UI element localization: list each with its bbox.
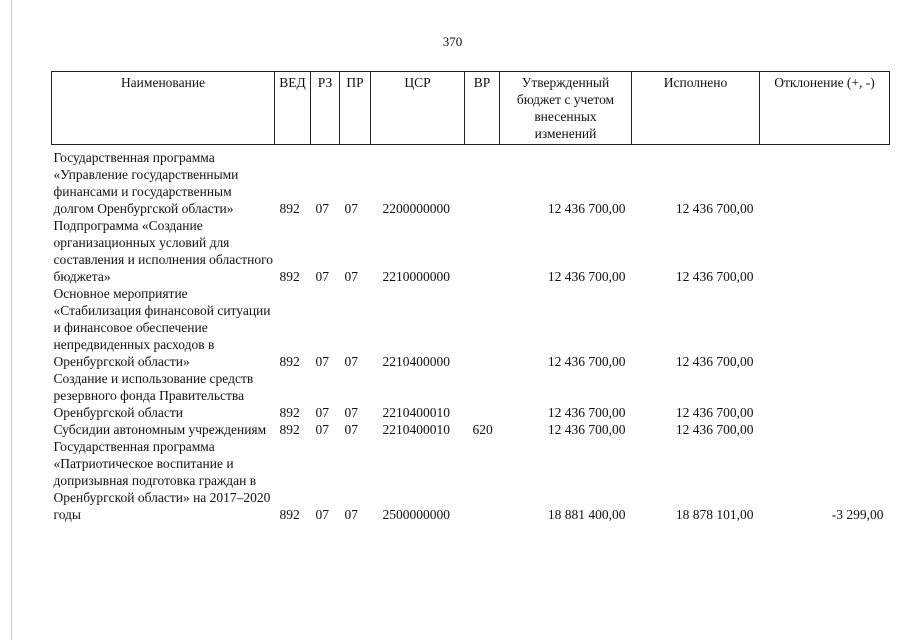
row-vr: [465, 149, 500, 217]
row-name: Субсидии автономным учреждениям: [53, 422, 267, 437]
row-approved: 12 436 700,00: [547, 354, 626, 369]
row-deviation: -3 299,00: [831, 507, 884, 522]
row-deviation: [760, 217, 890, 285]
row-csr: 2210400010: [382, 405, 450, 420]
row-ved: 892: [279, 201, 300, 216]
row-pr: 07: [344, 201, 358, 216]
row-csr: 2210000000: [382, 269, 450, 284]
row-csr: 2200000000: [382, 201, 450, 216]
row-executed: 12 436 700,00: [675, 201, 754, 216]
header-executed: Исполнено: [632, 72, 760, 145]
row-rz: 07: [315, 201, 329, 216]
page-number: 370: [442, 34, 463, 49]
header-deviation: Отклонение (+, -): [760, 72, 890, 145]
header-csr: ЦСР: [371, 72, 465, 145]
row-rz: 07: [315, 354, 329, 369]
row-deviation: [760, 421, 890, 438]
row-deviation: [760, 285, 890, 370]
row-name: Государственная программа «Патриотическое воспитание и допризывная подготовка граждан в Оренбургской области» на 2017–2020 годы: [53, 439, 271, 522]
row-vr: [465, 370, 500, 421]
row-pr: 07: [344, 507, 358, 522]
row-ved: 892: [279, 507, 300, 522]
header-approved: Утвержденный бюджет с учетом внесенных изменений: [500, 72, 632, 145]
row-name: Создание и использование средств резервного фонда Правительства Оренбургской области: [53, 371, 254, 420]
table-row: [52, 421, 890, 438]
row-name: Основное мероприятие «Стабилизация финансовой ситуации и финансовое обеспечение непредвиденных расходов в Оренбургской области»: [53, 286, 271, 369]
row-ved: 892: [279, 354, 300, 369]
header-pr: ПР: [340, 72, 371, 145]
row-executed: 12 436 700,00: [675, 354, 754, 369]
row-vr: [465, 285, 500, 370]
row-ved: 892: [279, 405, 300, 420]
header-ved: ВЕД: [275, 72, 311, 145]
row-rz: 07: [315, 507, 329, 522]
row-csr: 2500000000: [382, 507, 450, 522]
row-name: Государственная программа «Управление государственными финансами и государственным долгом Оренбургской области»: [53, 150, 239, 216]
row-vr: [465, 217, 500, 285]
row-pr: 07: [344, 422, 358, 437]
row-ved: 892: [279, 269, 300, 284]
row-rz: 07: [315, 269, 329, 284]
row-executed: 18 878 101,00: [675, 507, 754, 522]
header-row: [52, 72, 890, 145]
table-row: [52, 149, 890, 217]
row-approved: 12 436 700,00: [547, 201, 626, 216]
table-row: [52, 438, 890, 523]
row-rz: 07: [315, 422, 329, 437]
row-vr: 620: [472, 422, 493, 437]
row-pr: 07: [344, 354, 358, 369]
row-deviation: [760, 370, 890, 421]
page-edge-rule: [11, 0, 12, 640]
table-body: [52, 145, 890, 524]
row-deviation: [760, 149, 890, 217]
row-csr: 2210400000: [382, 354, 450, 369]
row-executed: 12 436 700,00: [675, 269, 754, 284]
row-approved: 12 436 700,00: [547, 422, 626, 437]
row-pr: 07: [344, 405, 358, 420]
table-header: [52, 72, 890, 145]
row-vr: [465, 438, 500, 523]
row-executed: 12 436 700,00: [675, 422, 754, 437]
table-row: [52, 370, 890, 421]
row-approved: 12 436 700,00: [547, 269, 626, 284]
row-executed: 12 436 700,00: [675, 405, 754, 420]
header-vr: ВР: [465, 72, 500, 145]
row-ved: 892: [279, 422, 300, 437]
row-rz: 07: [315, 405, 329, 420]
header-name: Наименование: [52, 72, 275, 145]
row-name: Подпрограмма «Создание организационных условий для составления и исполнения областного бюджета»: [53, 218, 274, 284]
table-row: [52, 285, 890, 370]
row-csr: 2210400010: [382, 422, 450, 437]
table-row: [52, 217, 890, 285]
budget-table: [51, 71, 890, 523]
row-pr: 07: [344, 269, 358, 284]
row-approved: 18 881 400,00: [547, 507, 626, 522]
header-rz: РЗ: [311, 72, 340, 145]
row-approved: 12 436 700,00: [547, 405, 626, 420]
